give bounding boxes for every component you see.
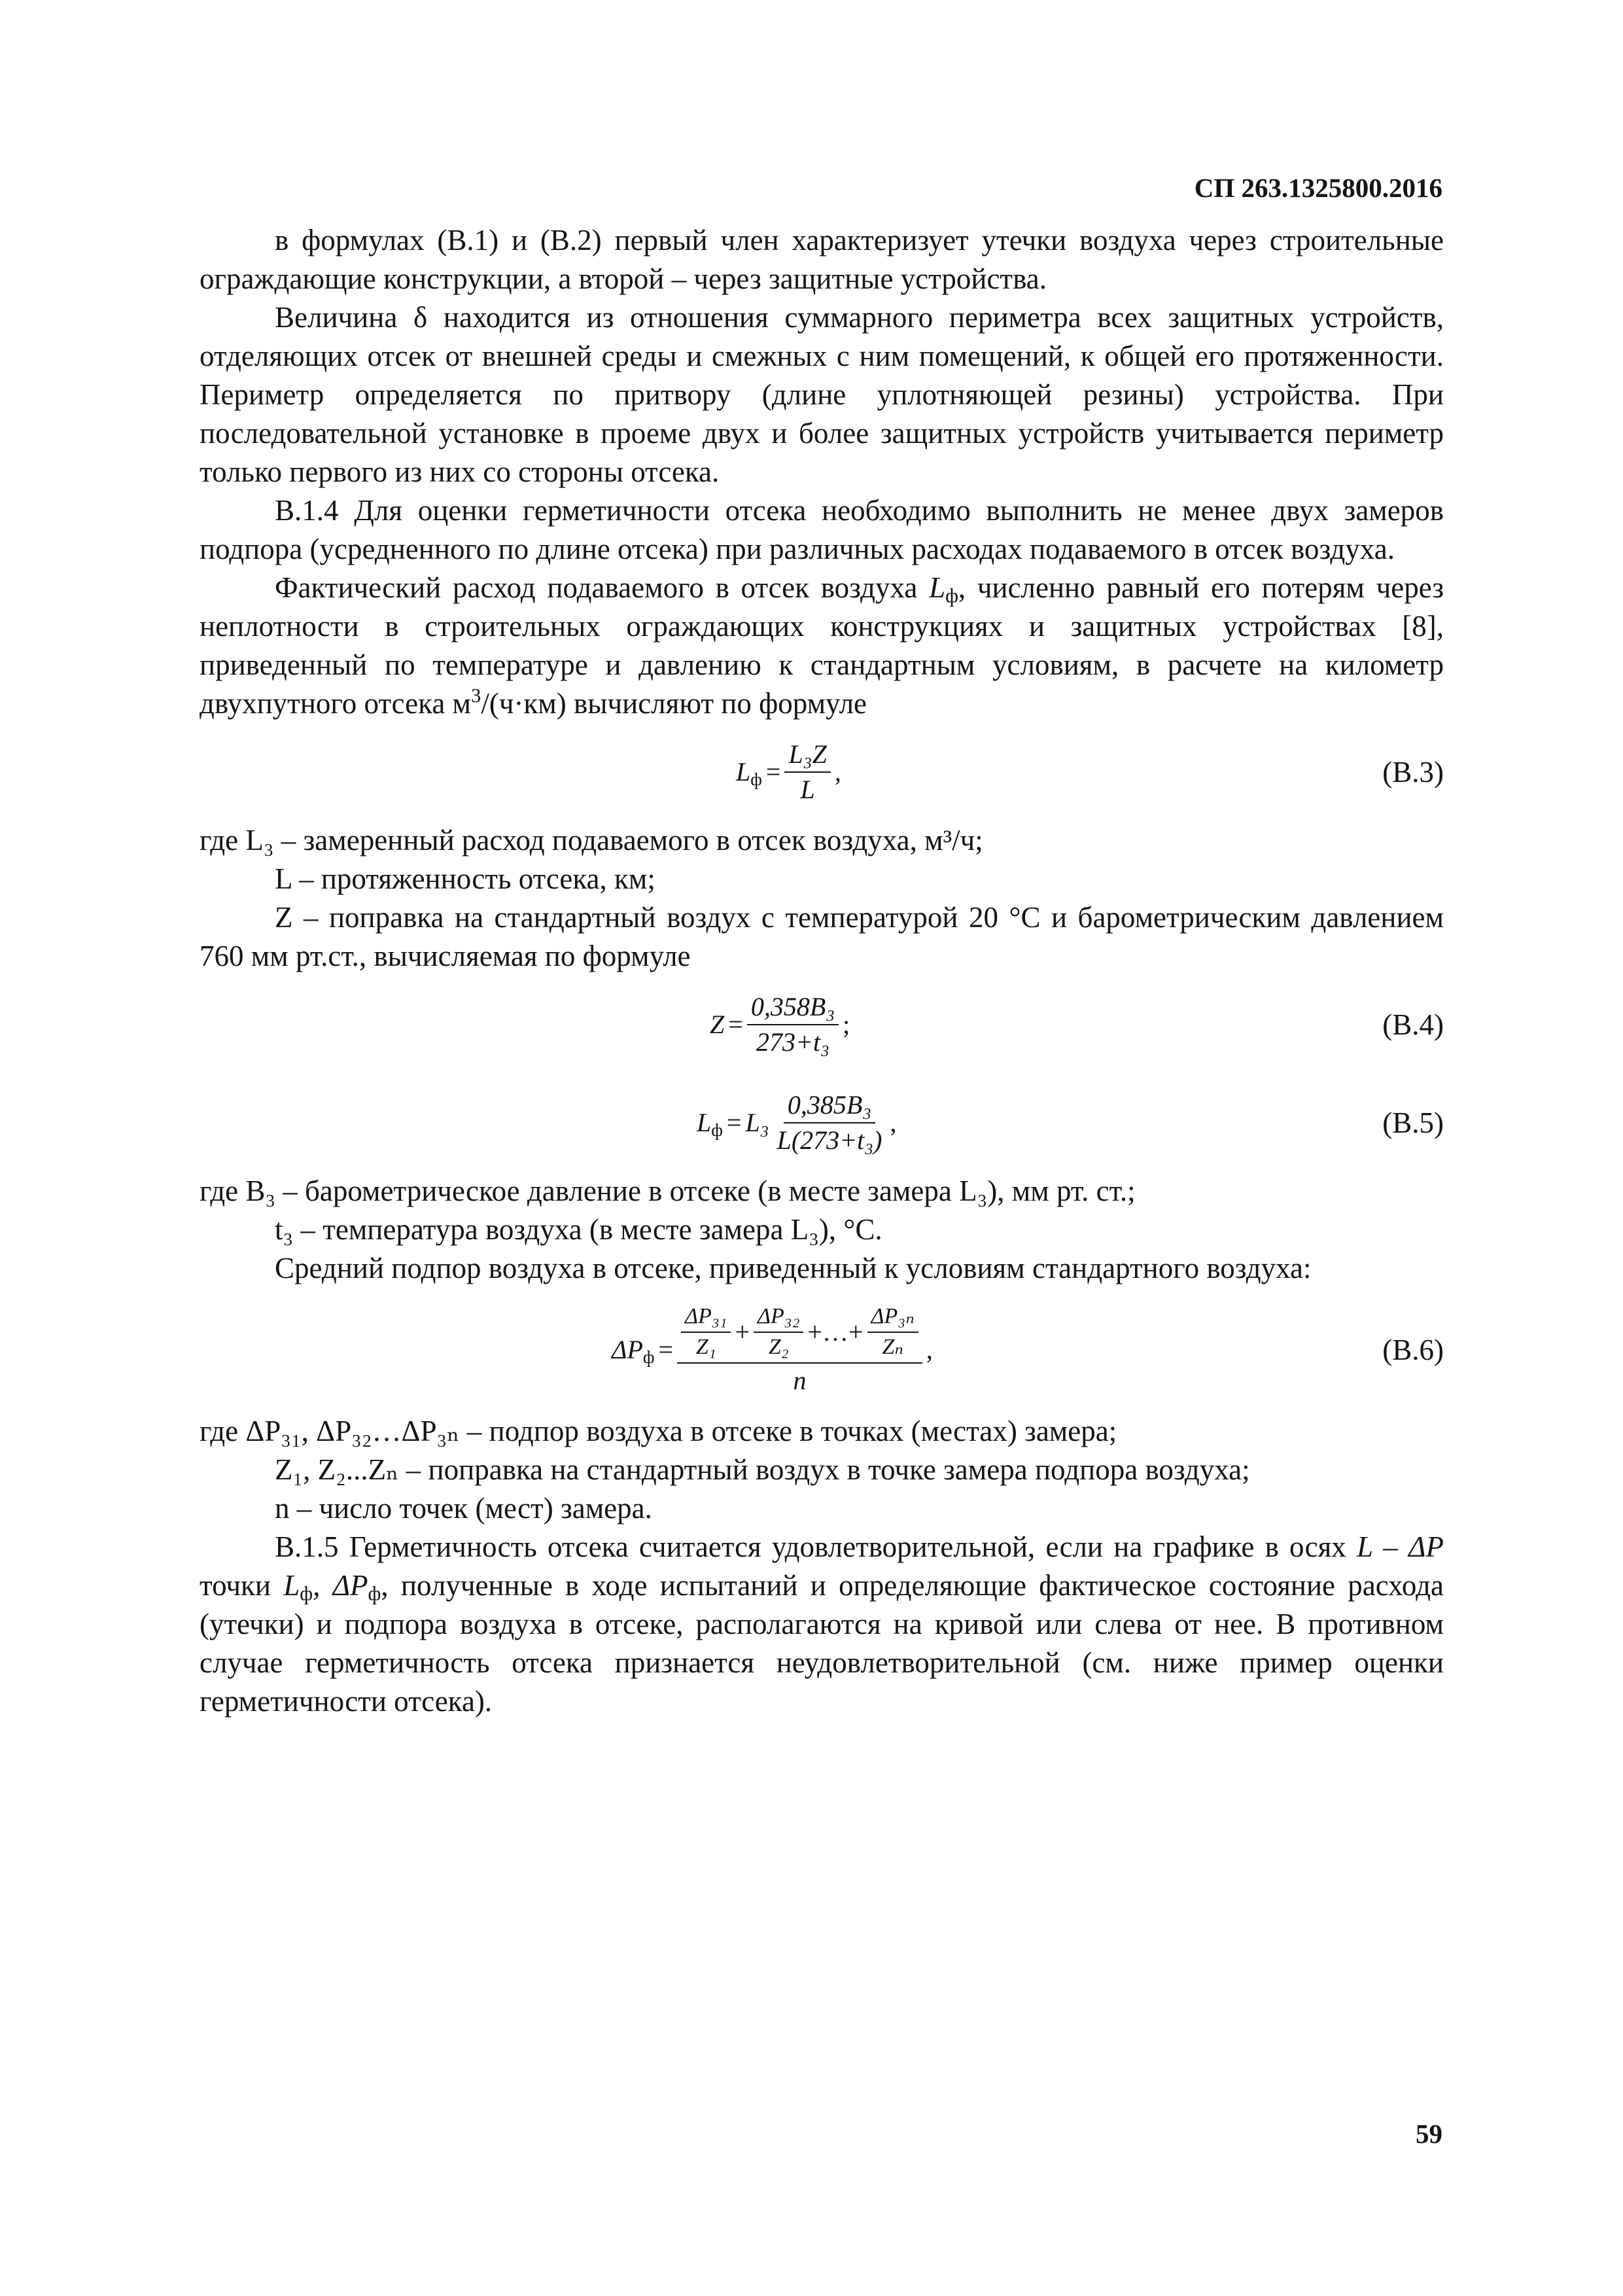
formula-lhs: Z bbox=[710, 1010, 725, 1039]
formula-b5 bbox=[200, 1074, 1444, 1172]
definition-line: где B₃ – барометрическое давление в отсеке (в месте замера L₃), мм рт. ст.; bbox=[200, 1174, 1136, 1207]
formula-b6 bbox=[200, 1288, 1444, 1412]
equation-number: (В.5) bbox=[1382, 1106, 1444, 1139]
formula-tail: , bbox=[834, 757, 841, 786]
fraction-numerator: 0,358B₃ bbox=[747, 991, 839, 1025]
symbol-L: L bbox=[283, 1569, 300, 1602]
fraction-denominator: L(273+t₃) bbox=[777, 1125, 882, 1155]
paragraph: Величина δ находится из отношения суммарного периметра всех защитных устройств, отделяющих отсек от внешней среды и смежных с ним помещений, к общей его протяженности. Периметр определяется по притвору (длине уплотняющей резины) устройства. При последовательной установке в проеме двух и более защитных устройств учитывается периметр только первого из них со стороны отсека. bbox=[200, 301, 1444, 488]
definition-line: где L₃ – замеренный расход подаваемого в отсек воздуха, м³/ч; bbox=[200, 824, 983, 857]
definition-line: Z – поправка на стандартный воздух с температурой 20 °С и барометрическим давлением 760 мм рт.ст., вычисляемая по формуле bbox=[200, 901, 1444, 972]
formula-lhs-sub: ф bbox=[750, 769, 762, 789]
formula-lhs: L bbox=[697, 1108, 712, 1137]
main-denominator: n bbox=[793, 1365, 807, 1395]
fraction bbox=[747, 991, 839, 1058]
definition-line: Z₁, Z₂...Zₙ – поправка на стандартный воздух в точке замера подпора воздуха; bbox=[275, 1453, 1250, 1486]
equation-number: (В.3) bbox=[1382, 756, 1444, 788]
paragraph bbox=[200, 1528, 1444, 1721]
paragraph-text: , полученные в ходе испытаний и определяющие фактическое состояние расхода (утечки) и подпора воздуха в отсеке, располагаются на кривой или слева от нее. В противном случае герметичность отсека признается неудовлетворительной (см. ниже пример оценки герметичности отсека). bbox=[200, 1569, 1444, 1718]
symbol-sup: 3 bbox=[471, 684, 481, 707]
term-denominator: Zₙ bbox=[882, 1335, 904, 1359]
paragraph-text: В.1.5 Герметичность отсека считается удовлетворительной, если на графике в осях bbox=[275, 1530, 1357, 1563]
term-fraction bbox=[754, 1303, 803, 1361]
formula-lhs-sub: ф bbox=[711, 1120, 723, 1140]
formula-b4 bbox=[200, 976, 1444, 1074]
fraction bbox=[784, 739, 830, 805]
symbol-sub: ф bbox=[300, 1582, 313, 1605]
document-code: СП 263.1325800.2016 bbox=[1194, 173, 1442, 203]
term-numerator: ΔP₃ₙ bbox=[867, 1303, 918, 1333]
page-number: 59 bbox=[1416, 2119, 1442, 2149]
formula-tail: , bbox=[890, 1108, 897, 1137]
paragraph: в формулах (В.1) и (В.2) первый член характеризует утечки воздуха через строительные ограждающие конструкции, а второй – через защитные устройства. bbox=[200, 224, 1444, 295]
formula-factor: L₃ bbox=[745, 1108, 769, 1137]
formula-tail: ; bbox=[843, 1010, 850, 1039]
equation-number: (В.4) bbox=[1382, 1008, 1444, 1041]
definition-line: t₃ – температура воздуха (в месте замера L₃), °С. bbox=[275, 1213, 882, 1246]
symbol-dP: , ΔP bbox=[313, 1569, 368, 1602]
formula-lhs: L bbox=[736, 757, 751, 786]
term-denominator: Z₂ bbox=[768, 1335, 789, 1359]
term-fraction bbox=[867, 1303, 918, 1361]
definition-line: где ΔP₃₁, ΔP₃₂…ΔP₃ₙ – подпор воздуха в отсеке в точках (местах) замера; bbox=[200, 1415, 1117, 1447]
definition-line: L – протяженность отсека, км; bbox=[275, 862, 655, 895]
main-fraction bbox=[677, 1303, 922, 1396]
formula-lhs: ΔP bbox=[612, 1335, 643, 1364]
term-denominator: Z₁ bbox=[695, 1335, 716, 1359]
fraction-numerator: 0,385B₃ bbox=[784, 1089, 875, 1123]
formula-tail: , bbox=[926, 1335, 933, 1364]
fraction-denominator: 273+t₃ bbox=[756, 1027, 829, 1057]
formula-eq: = bbox=[728, 1010, 743, 1039]
fraction-denominator: L bbox=[800, 775, 815, 804]
term-fraction bbox=[681, 1303, 731, 1361]
symbol-sub: ф bbox=[945, 584, 958, 607]
equation-number: (В.6) bbox=[1382, 1333, 1444, 1366]
symbol-axes: L – ΔP bbox=[1357, 1530, 1444, 1563]
term-numerator: ΔP₃₂ bbox=[754, 1303, 803, 1333]
ellipsis-sum: +…+ bbox=[807, 1317, 864, 1347]
body-text bbox=[200, 221, 1444, 1721]
paragraph-text: Фактический расход подаваемого в отсек воздуха bbox=[275, 571, 930, 604]
paragraph-text: точки bbox=[200, 1569, 284, 1602]
paragraph-text: , численно равный его потерям через неплотности в строительных ограждающих конструкциях и защитных устройствах [8], приведенный по температуре и давлению к стандартным условиям, в расчете на километр двухпутного отсека м bbox=[200, 571, 1444, 720]
plus-sign: + bbox=[735, 1317, 750, 1347]
fraction bbox=[773, 1089, 886, 1156]
paragraph: В.1.4 Для оценки герметичности отсека необходимо выполнить не менее двух замеров подпора (усредненного по длине отсека) при различных расходах подаваемого в отсек воздуха. bbox=[200, 494, 1444, 565]
paragraph bbox=[200, 569, 1444, 723]
definition-line: n – число точек (мест) замера. bbox=[275, 1492, 652, 1525]
paragraph: Средний подпор воздуха в отсеке, приведенный к условиям стандартного воздуха: bbox=[275, 1252, 1312, 1284]
formula-eq: = bbox=[765, 757, 781, 786]
formula-lhs-sub: ф bbox=[642, 1347, 655, 1367]
main-numerator bbox=[677, 1303, 922, 1364]
symbol-L: L bbox=[929, 571, 946, 604]
formula-b3 bbox=[200, 723, 1444, 821]
term-numerator: ΔP₃₁ bbox=[681, 1303, 731, 1333]
formula-eq: = bbox=[658, 1335, 674, 1364]
paragraph-text: /(ч·км) вычисляют по формуле bbox=[481, 687, 867, 720]
formula-eq: = bbox=[726, 1108, 742, 1137]
symbol-sub: ф bbox=[368, 1582, 381, 1605]
fraction-numerator: L₃Z bbox=[784, 739, 830, 773]
